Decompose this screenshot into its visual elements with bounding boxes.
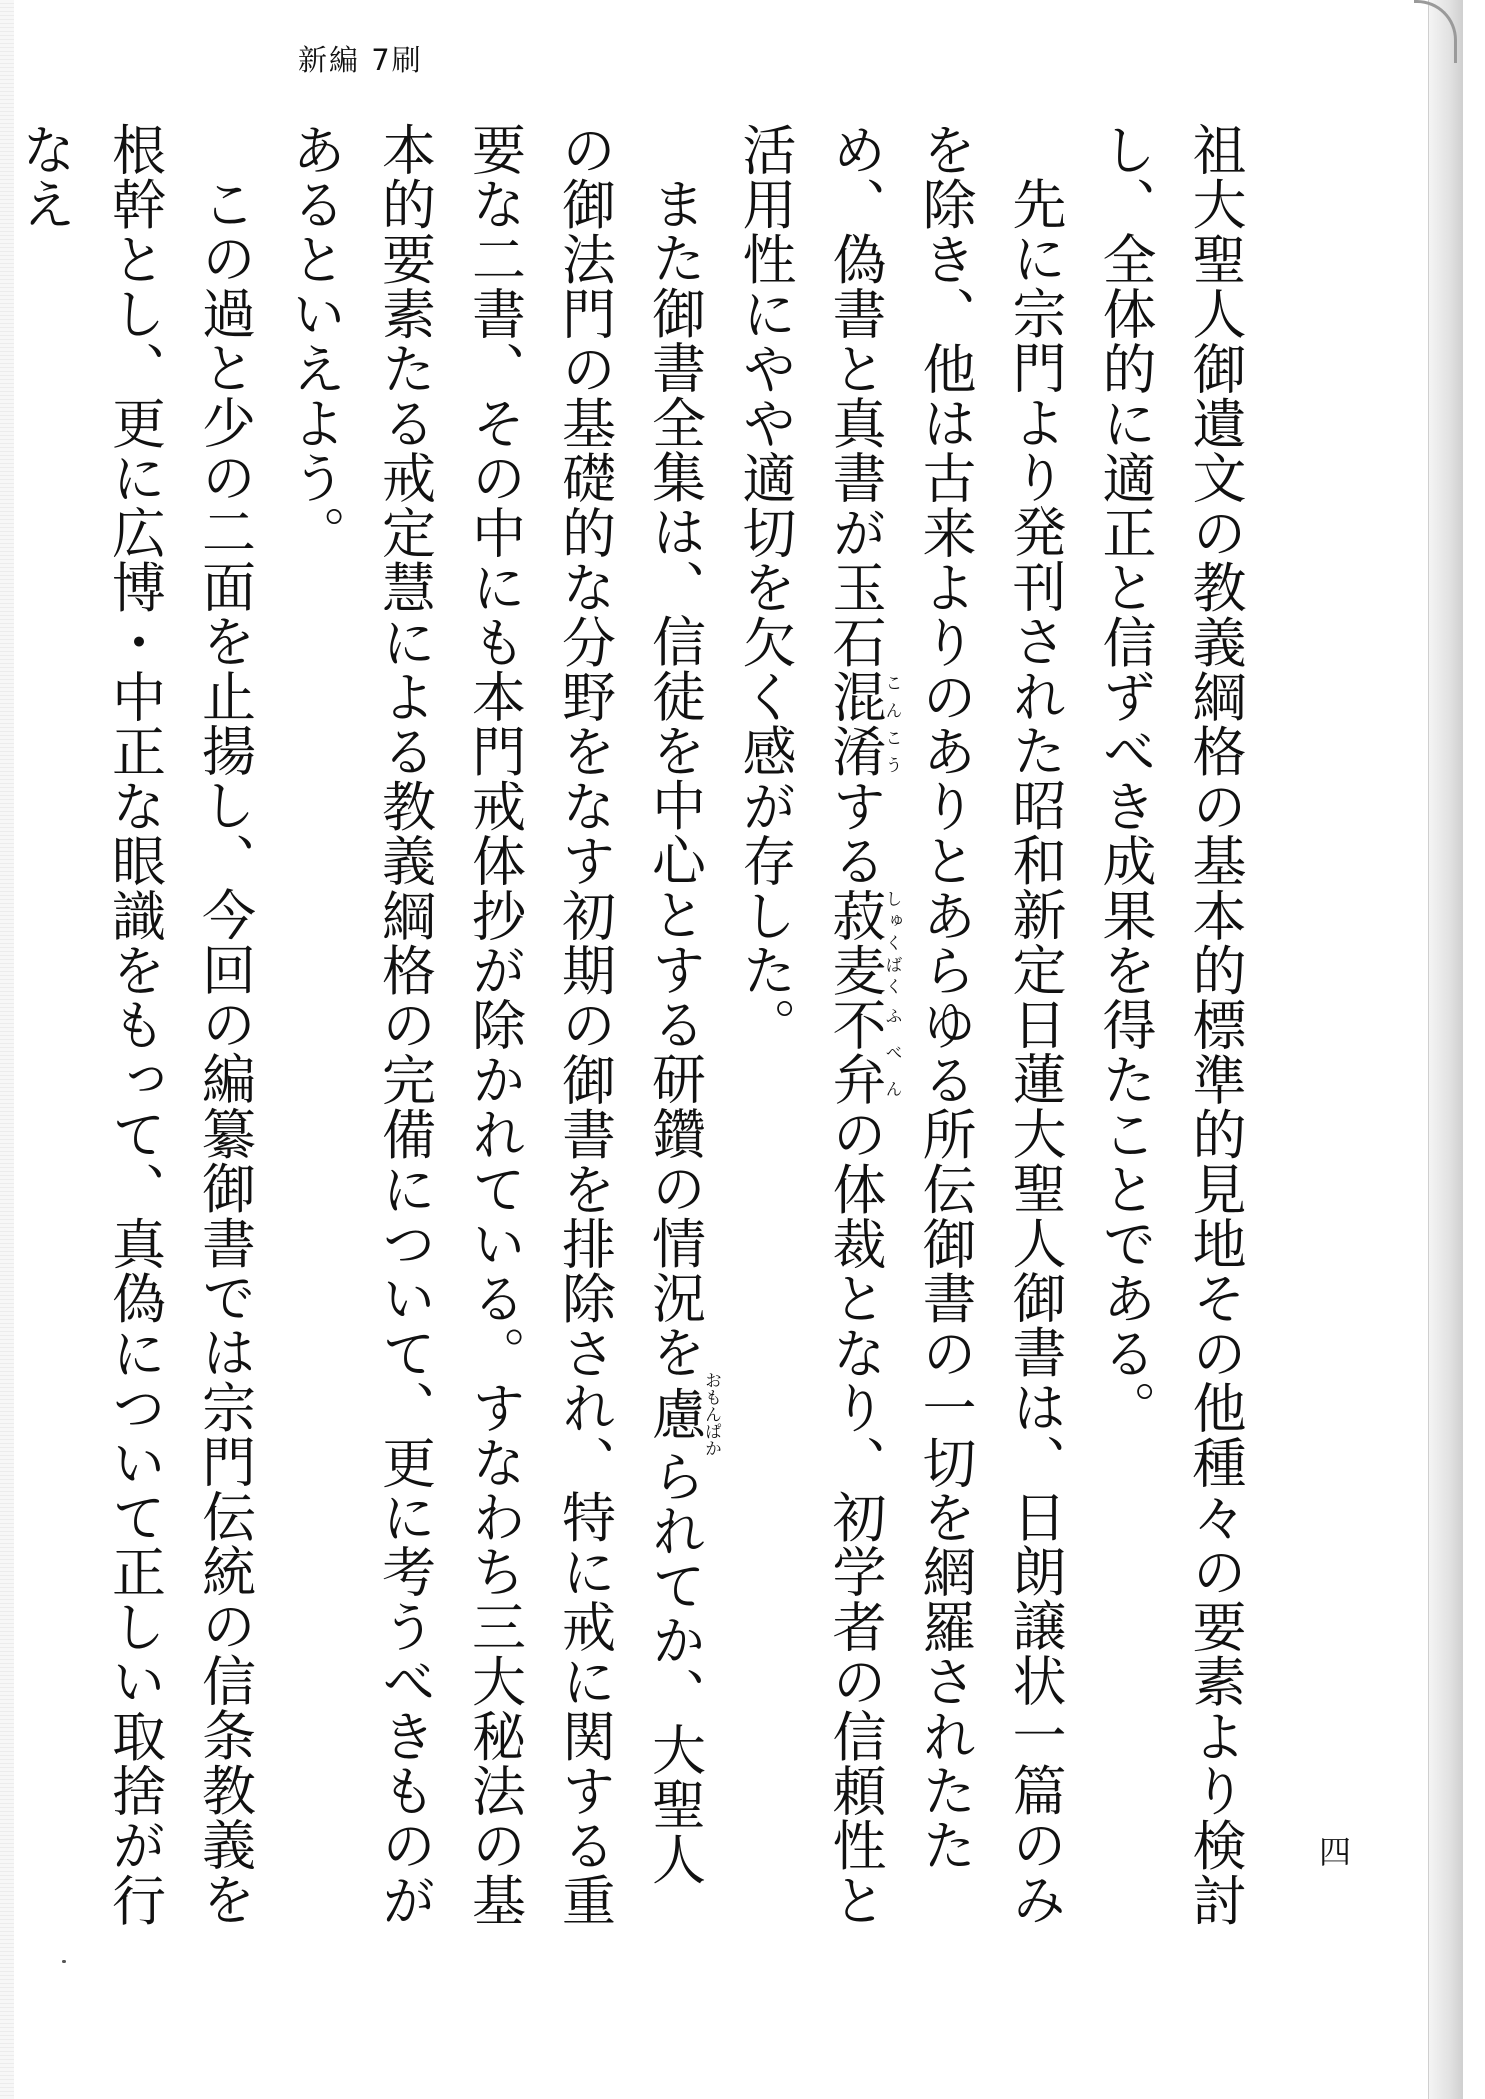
- ruby-fuben: 不弁ふべん: [824, 997, 902, 1107]
- ruby-omonpaka: 慮おもんぱか: [643, 1371, 721, 1457]
- paragraph-4: この過と少の二面を止揚し、今回の編纂御書では宗門伝統の信条教義を根幹とし、更に広博・中正な眼識をもって、真偽について正しい取捨が行なえ: [13, 122, 257, 1928]
- body-text: [13, 122, 1260, 1932]
- paragraph-2: 先に宗門より発刊された昭和新定日蓮大聖人御書は、日朗譲状一篇のみを除き、他は古来よりのありとあらゆる所伝御書の一切を網羅されたため、偽書と真書が玉石混淆こんこうする菽麦しゅくばく不弁ふべんの体裁となり、初学者の信頼性と活用性にやや適切を欠く感が存した。: [734, 122, 1067, 1928]
- page-edge-shadow: [1428, 0, 1463, 2099]
- page-header: 新編 7刷: [298, 43, 423, 77]
- page-number: 四: [1314, 1835, 1352, 1867]
- scan-speck: [62, 1960, 66, 1963]
- ruby-shukubaku: 菽麦しゅくばく: [824, 887, 902, 998]
- ruby-konkou: 混淆こんこう: [824, 669, 902, 779]
- paragraph-1: 祖大聖人御遺文の教義綱格の基本的標準的見地その他種々の要素より検討し、全体的に適正と信ずべき成果を得たことである。: [1094, 122, 1247, 1928]
- paragraph-3: また御書全集は、信徒を中心とする研鑽の情況を慮おもんぱかられてか、大聖人の御法門の基礎的な分野をなす初期の御書を排除され、特に戒に関する重要な二書、その中にも本門戒体抄が除かれている。すなわち三大秘法の基本的要素たる戒定慧による教義綱格の完備について、更に考うべきものがあるといえよう。: [283, 122, 721, 1928]
